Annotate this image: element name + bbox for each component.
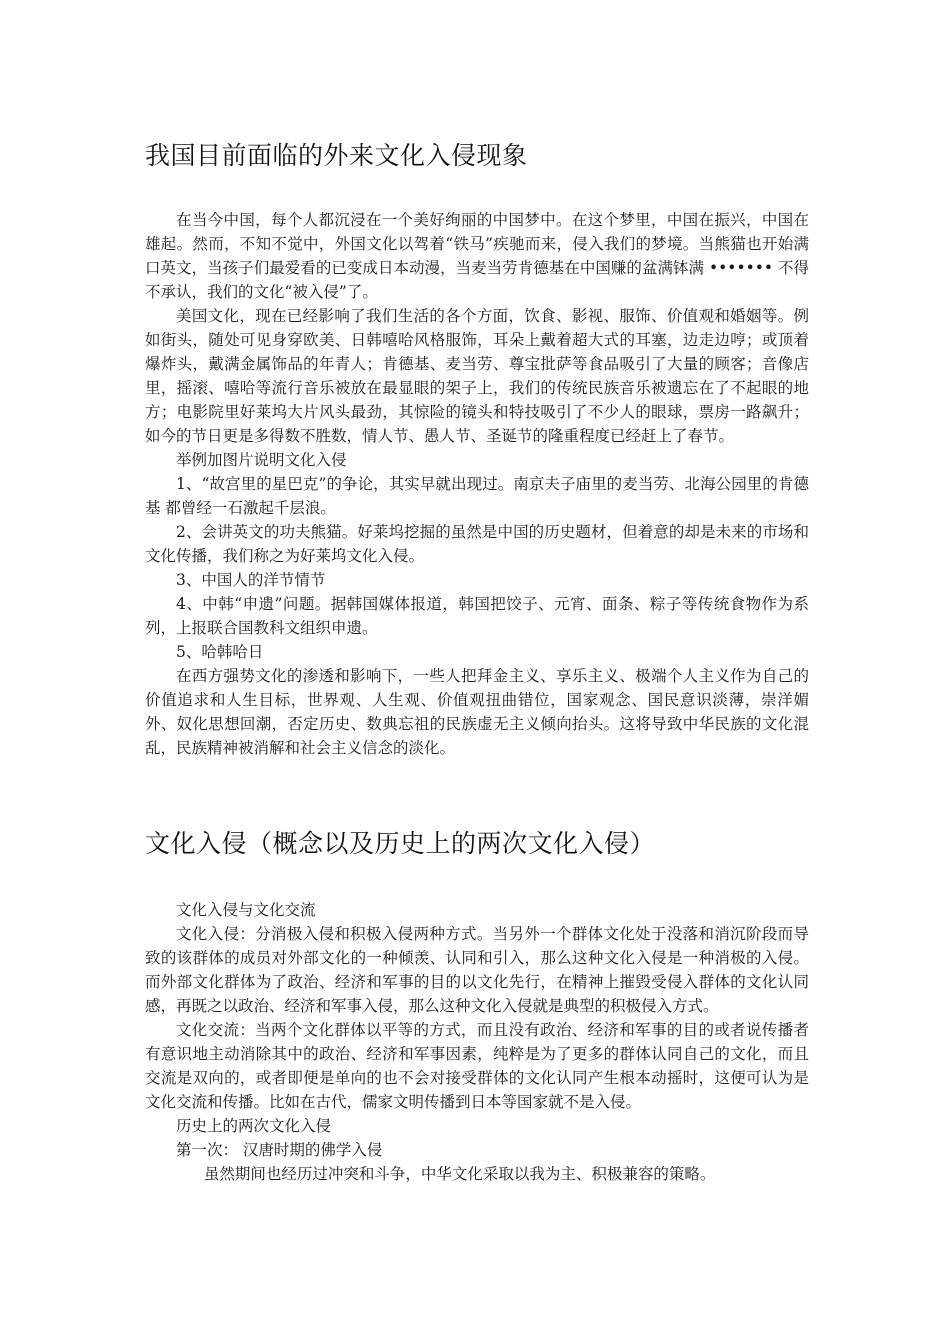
section1-paragraph-7: 4、中韩“申遗”问题。据韩国媒体报道，韩国把饺子、元宵、面条、粽子等传统食物作为系列，上报联合国教科文组织申遗。 [145, 595, 809, 637]
section2-paragraph-4: 历史上的两次文化入侵 [176, 1117, 332, 1135]
section2-paragraph-2: 文化入侵：分消极入侵和积极入侵两种方式。当另外一个群体文化处于没落和消沉阶段而导致的该群体的成员对外部文化的一种倾羡、认同和引入，那么这种文化入侵是一种消极的入侵。而外部文化群体为了政治、经济和军事的目的以文化先行，在精神上摧毁受侵入群体的文化认同感，再既之以政治、经济和军事入侵，那么这种文化入侵就是典型的积极侵入方式。 [145, 925, 809, 1015]
section2-paragraph-5: 第一次： 汉唐时期的佛学入侵 [176, 1141, 383, 1159]
section1-paragraph-2: 美国文化，现在已经影响了我们生活的各个方面，饮食、影视、服饰、价值观和婚姻等。例如街头，随处可见身穿欧美、日韩嘻哈风格服饰，耳朵上戴着超大式的耳塞，边走边哼；或顶着爆炸头，戴满金属饰品的年青人；肯德基、麦当劳、尊宝批萨等食品吸引了大量的顾客；音像店里，摇滚、嘻哈等流行音乐被放在最显眼的架子上，我们的传统民族音乐被遗忘在了不起眼的地方；电影院里好莱坞大片风头最劲，其惊险的镜头和特技吸引了不少人的眼球，票房一路飙升；如今的节日更是多得数不胜数，情人节、愚人节、圣诞节的隆重程度已经赶上了春节。 [145, 307, 809, 445]
section1-paragraph-9: 在西方强势文化的渗透和影响下，一些人把拜金主义、享乐主义、极端个人主义作为自己的价值追求和人生目标，世界观、人生观、价值观扭曲错位，国家观念、国民意识淡薄，崇洋媚外、奴化思想回潮，否定历史、数典忘祖的民族虚无主义倾向抬头。这将导致中华民族的文化混乱，民族精神被消解和社会主义信念的淡化。 [145, 667, 809, 757]
section1-body [145, 208, 809, 760]
section2-paragraph-3: 文化交流：当两个文化群体以平等的方式，而且没有政治、经济和军事的目的或者说传播者有意识地主动消除其中的政治、经济和军事因素，纯粹是为了更多的群体认同自己的文化，而且交流是双向的，或者即便是单向的也不会对接受群体的文化认同产生根本动摇时，这便可认为是文化交流和传播。比如在古代，儒家文明传播到日本等国家就不是入侵。 [145, 1021, 809, 1111]
section1-paragraph-6: 3、中国人的洋节情节 [176, 571, 326, 589]
section2-body [145, 898, 809, 1186]
section1-paragraph-4: 1、“故宫里的星巴克”的争论，其实早就出现过。南京夫子庙里的麦当劳、北海公园里的肯德基 都曾经一石激起千层浪。 [145, 475, 809, 517]
section1-paragraph-3: 举例加图片说明文化入侵 [176, 451, 347, 469]
section2-paragraph-1: 文化入侵与文化交流 [176, 901, 316, 919]
section1-title: 我国目前面临的外来文化入侵现象 [145, 141, 528, 170]
section1-paragraph-1: 在当今中国，每个人都沉浸在一个美好绚丽的中国梦中。在这个梦里，中国在振兴，中国在雄起。然而，不知不觉中，外国文化以驾着“铁马”疾驰而来，侵入我们的梦境。当熊猫也开始满口英文，当孩子们最爱看的已变成日本动漫，当麦当劳肯德基在中国赚的盆满钵满 ••••••• 不得不承认，我们的文化“被入侵”了。 [145, 211, 809, 301]
section2-title: 文化入侵（概念以及历史上的两次文化入侵） [145, 829, 656, 858]
section2-paragraph-6: 虽然期间也经历过冲突和斗争，中华文化采取以我为主、积极兼容的策略。 [203, 1165, 716, 1183]
section1-paragraph-8: 5、哈韩哈日 [176, 643, 264, 661]
section1-paragraph-5: 2、会讲英文的功夫熊猫。好莱坞挖掘的虽然是中国的历史题材，但着意的却是未来的市场和文化传播，我们称之为好莱坞文化入侵。 [145, 523, 809, 565]
